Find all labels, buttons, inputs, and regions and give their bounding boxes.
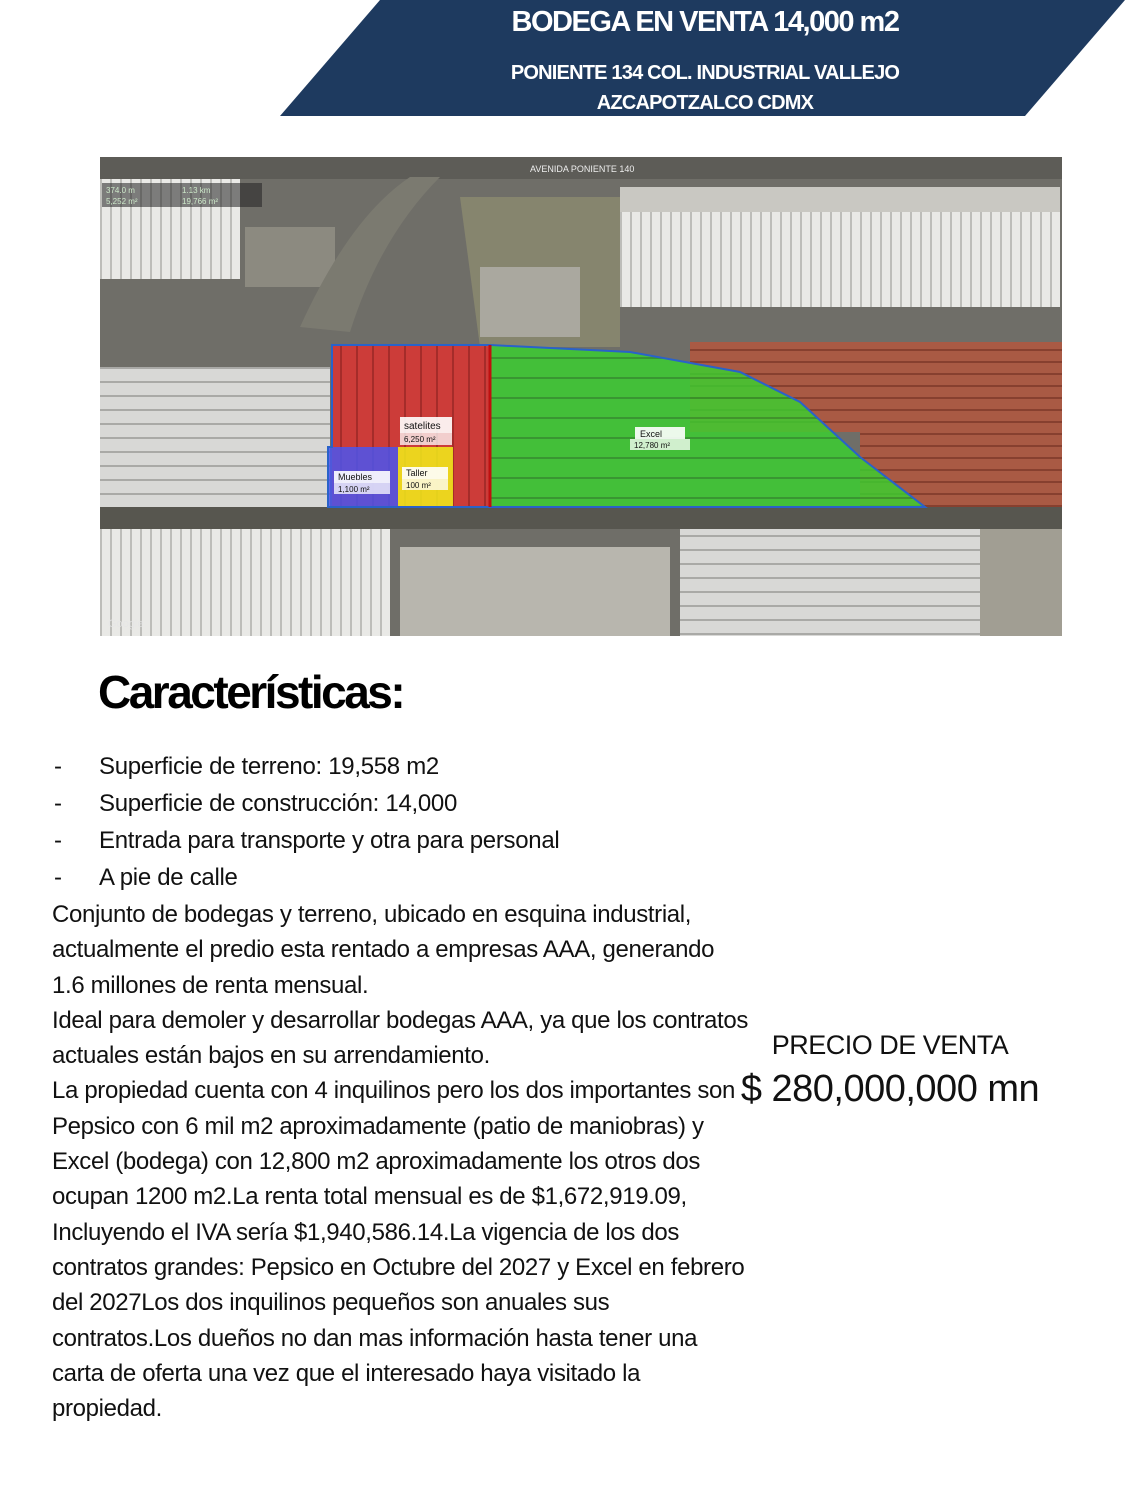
price-value: $ 280,000,000 mn <box>740 1068 1040 1110</box>
label-taller: Taller <box>406 468 428 478</box>
list-item: - Superficie de terreno: 19,558 m2 <box>54 753 439 780</box>
list-item: - A pie de calle <box>54 864 238 891</box>
price-label: PRECIO DE VENTA <box>771 1030 1009 1060</box>
measure-area: 5,252 m² <box>106 197 138 206</box>
description-paragraph-2: Ideal para demoler y desarrollar bodegas AAA, ya que los contratos actuales están bajos en su arrendamiento. <box>52 1006 748 1070</box>
measure-total-area: 19,766 m² <box>182 197 219 206</box>
label-satelites: satelites <box>404 421 441 432</box>
list-item: - Superficie de construcción: 14,000 <box>54 790 458 817</box>
label-muebles-area: 1,100 m² <box>338 485 370 494</box>
description-paragraph-1: Conjunto de bodegas y terreno, ubicado en esquina industrial, actualmente el predio esta rentado a empresas AAA, generando 1.6 millones de renta mensual. <box>52 901 715 999</box>
measure-total-perimeter: 1.13 km <box>182 186 211 195</box>
features-list <box>52 748 559 896</box>
description-paragraph-3: La propiedad cuenta con 4 inquilinos pero los dos importantes son Pepsico con 6 mil m2 aproximadamente (patio de maniobras) y Excel (bodega) con 12,800 m2 aproximadamente los otros dos ocupan 1200 m2.La renta total mensual es de $1,672,919.09, Incluyendo el IVA sería $1,940,586.14.La vigencia de los dos contratos grandes: Pepsico en Octubre del 2027 y Excel en febrero del 2027Los dos inquilinos pequeños son anuales sus contratos.Los dueños no dan mas información hasta tener una carta de oferta una vez que el interesado haya visitado la propiedad. <box>52 1077 745 1423</box>
label-excel-area: 12,780 m² <box>634 441 671 450</box>
aerial-site-map <box>100 157 1062 636</box>
map-street-label: AVENIDA PONIENTE 140 <box>530 164 635 174</box>
features-heading: Características: <box>98 666 404 718</box>
label-excel: Excel <box>640 429 663 439</box>
label-muebles: Muebles <box>338 472 373 482</box>
measure-perimeter: 374.0 m <box>106 186 135 195</box>
address-line-1: PONIENTE 134 COL. INDUSTRIAL VALLEJO <box>510 62 900 84</box>
address-line-2: AZCAPOTZALCO CDMX <box>596 92 814 114</box>
label-satelites-area: 6,250 m² <box>404 435 436 444</box>
label-taller-area: 100 m² <box>406 481 431 490</box>
description <box>52 897 752 1426</box>
map-watermark: Google <box>108 618 144 630</box>
list-item: - Entrada para transporte y otra para personal <box>54 827 560 854</box>
listing-title: BODEGA EN VENTA 14,000 m2 <box>511 6 899 38</box>
